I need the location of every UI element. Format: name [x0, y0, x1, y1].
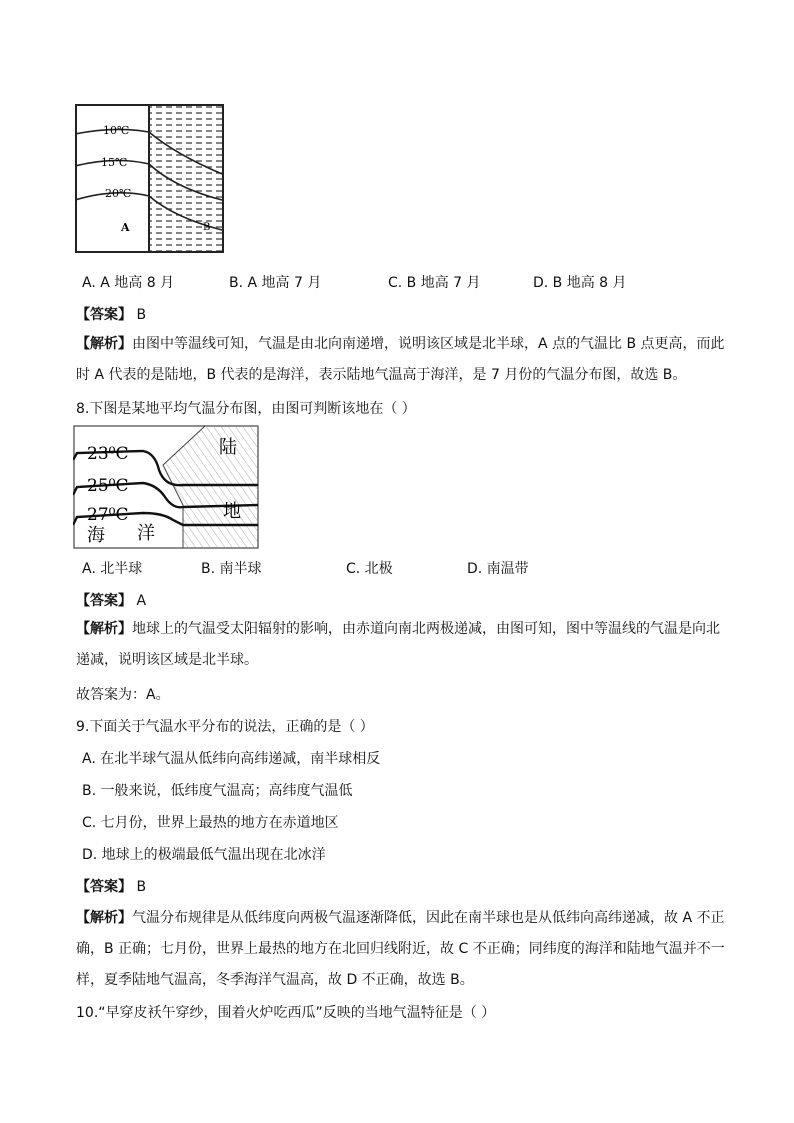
analysis-label: 【解析】	[76, 621, 132, 637]
q8-answer	[76, 590, 146, 610]
label-point-a: A	[121, 221, 130, 234]
q7-analysis	[76, 329, 726, 391]
label-25c: 25⁰C	[87, 476, 129, 496]
q10-stem: 10.“早穿皮袄午穿纱，围着火炉吃西瓜”反映的当地气温特征是（ ）	[76, 1005, 496, 1021]
label-20c: 20℃	[105, 187, 132, 200]
label-point-b: B	[203, 222, 211, 233]
label-23c: 23⁰C	[87, 444, 129, 464]
q8-analysis	[76, 614, 726, 676]
isotherm-figure-q8	[73, 425, 259, 549]
q9-analysis	[76, 903, 726, 996]
q9-answer	[76, 876, 146, 896]
isotherm-figure-q7	[75, 104, 225, 254]
q9-option-b: B. 一般来说，低纬度气温高；高纬度气温低	[82, 783, 353, 799]
analysis-text: 地球上的气温受太阳辐射的影响，由赤道向南北两极递减，由图可知，图中等温线的气温是向北递减，说明该区域是北半球。	[76, 621, 720, 668]
q9-option-c: C. 七月份，世界上最热的地方在赤道地区	[82, 815, 339, 831]
q9-option-a: A. 在北半球气温从低纬向高纬递减，南半球相反	[82, 751, 381, 767]
answer-value: A	[136, 593, 147, 609]
q8-option-c: C. 北极	[346, 561, 393, 577]
label-10c: 10℃	[103, 124, 130, 137]
q8-option-a: A. 北半球	[82, 561, 143, 577]
q9-option-d: D. 地球上的极端最低气温出现在北冰洋	[82, 847, 326, 863]
label-15c: 15℃	[101, 156, 128, 169]
q7-option-c: C. B 地高 7 月	[388, 275, 481, 291]
analysis-text: 由图中等温线可知，气温是由北向南递增，说明该区域是北半球，A 点的气温比 B 点更高，而此时 A 代表的是陆地，B 代表的是海洋，表示陆地气温高于海洋，是 7 月份的气温分布图，故选 B。	[76, 336, 725, 383]
label-ocean-2: 洋	[137, 523, 155, 544]
q8-option-d: D. 南温带	[467, 561, 529, 577]
analysis-text: 气温分布规律是从低纬度向两极气温逐渐降低，因此在南半球也是从低纬向高纬递减，故 A 不正确，B 正确；七月份，世界上最热的地方在北回归线附近，故 C 不正确；同纬度的海洋和陆地气温并不一样，夏季陆地气温高，冬季海洋气温高，故 D 不正确，故选 B。	[76, 910, 725, 988]
q9-stem: 9.下面关于气温水平分布的说法，正确的是（ ）	[76, 719, 374, 735]
label-land-1: 陆	[219, 437, 237, 458]
q7-option-d: D. B 地高 8 月	[533, 275, 627, 291]
q8-option-b: B. 南半球	[201, 561, 262, 577]
q7-option-a: A. A 地高 8 月	[82, 275, 175, 291]
q8-stem: 8.下图是某地平均气温分布图，由图可判断该地在（ ）	[76, 401, 416, 417]
q7-answer	[76, 304, 146, 324]
answer-label: 【答案】	[76, 307, 132, 323]
answer-value: B	[136, 879, 147, 895]
answer-label: 【答案】	[76, 593, 132, 609]
answer-value: B	[136, 307, 147, 323]
label-27c: 27⁰C	[87, 505, 129, 525]
analysis-label: 【解析】	[76, 910, 132, 926]
label-ocean-1: 海	[87, 525, 105, 546]
answer-label: 【答案】	[76, 879, 132, 895]
analysis-label: 【解析】	[76, 336, 132, 352]
q7-option-b: B. A 地高 7 月	[229, 275, 322, 291]
q8-conclusion: 故答案为：A。	[76, 687, 170, 703]
label-land-2: 地	[223, 501, 241, 522]
